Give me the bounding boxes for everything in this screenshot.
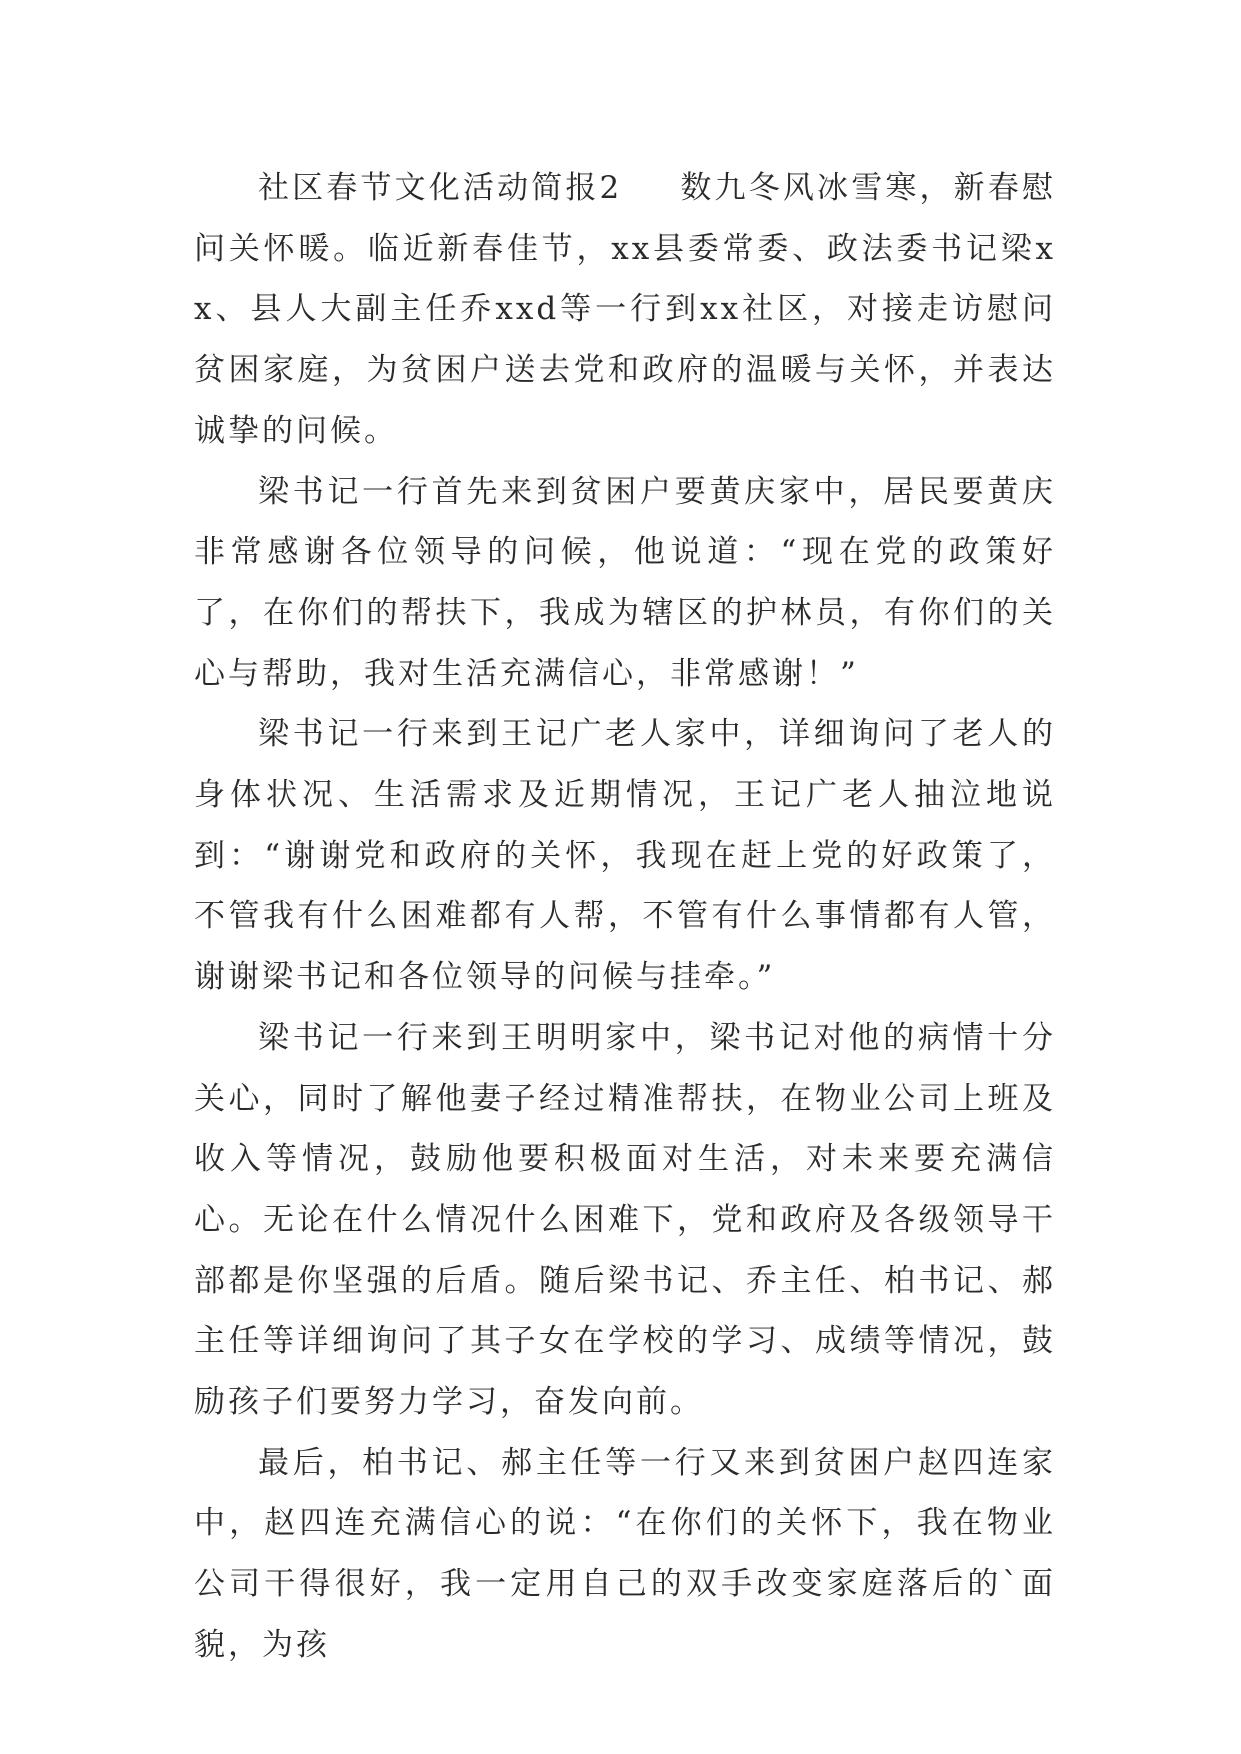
- document-title: 社区春节文化活动简报2: [258, 170, 623, 206]
- paragraph-text: 数九冬风冰雪寒，新春慰问关怀暖。临近新春佳节，xx县委常委、政法委书记梁xx、县人大副主任乔xxd等一行到xx社区，对接走访慰问贫困家庭，为贫困户送去党和政府的温暖与关怀，并表达诚挚的问候。: [194, 170, 1056, 449]
- body-paragraph: 梁书记一行来到王明明家中，梁书记对他的病情十分关心，同时了解他妻子经过精准帮扶，在物业公司上班及收入等情况，鼓励他要积极面对生活，对未来要充满信心。无论在什么情况什么困难下，党和政府及各级领导干部都是你坚强的后盾。随后梁书记、乔主任、柏书记、郝主任等详细询问了其子女在学校的学习、成绩等情况，鼓励孩子们要努力学习，奋发向前。: [194, 1019, 1056, 1421]
- document-body: [194, 158, 1056, 1676]
- body-paragraph: 梁书记一行首先来到贫困户要黄庆家中，居民要黄庆非常感谢各位领导的问候，他说道：“现在党的政策好了，在你们的帮扶下，我成为辖区的护林员，有你们的关心与帮助，我对生活充满信心，非常感谢！”: [194, 473, 1056, 692]
- body-paragraph: 最后，柏书记、郝主任等一行又来到贫困户赵四连家中，赵四连充满信心的说：“在你们的关怀下，我在物业公司干得很好，我一定用自己的双手改变家庭落后的`面貌，为孩: [194, 1444, 1056, 1663]
- intro-paragraph: [194, 158, 1056, 462]
- body-paragraph: 梁书记一行来到王记广老人家中，详细询问了老人的身体状况、生活需求及近期情况，王记广老人抽泣地说到：“谢谢党和政府的关怀，我现在赶上党的好政策了，不管我有什么困难都有人帮，不管有什么事情都有人管，谢谢梁书记和各位领导的问候与挂牵。”: [194, 716, 1056, 996]
